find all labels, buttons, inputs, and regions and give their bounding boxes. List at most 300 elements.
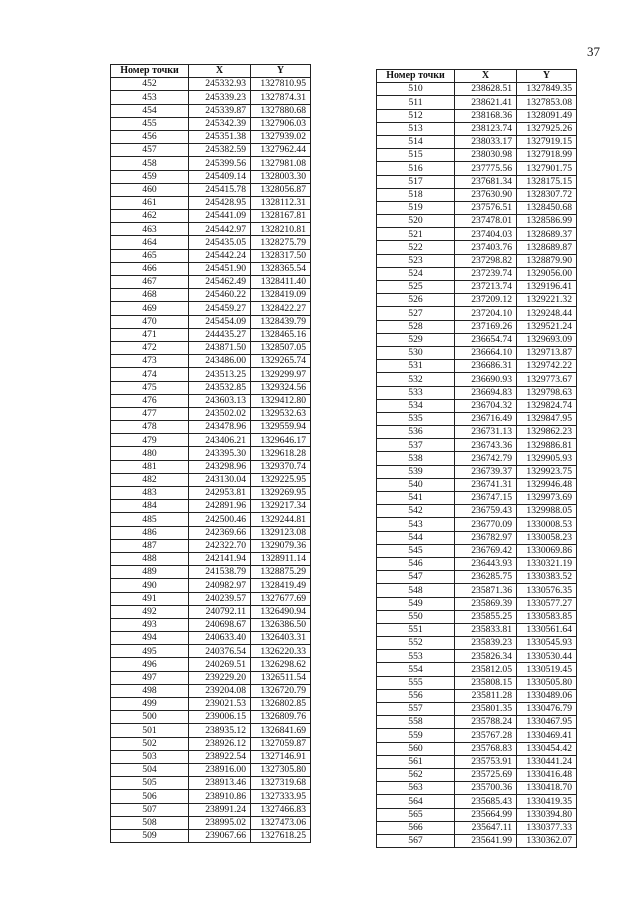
y-coordinate-cell: 1329248.44 bbox=[517, 307, 577, 320]
point-number-cell: 518 bbox=[377, 188, 455, 201]
x-coordinate-cell: 245351.38 bbox=[189, 130, 251, 143]
table-row bbox=[377, 729, 577, 742]
header-y: Y bbox=[251, 65, 311, 78]
y-coordinate-cell: 1329265.74 bbox=[251, 355, 311, 368]
table-header-row bbox=[377, 70, 577, 83]
x-coordinate-cell: 235753.91 bbox=[455, 755, 517, 768]
x-coordinate-cell: 235725.69 bbox=[455, 768, 517, 781]
x-coordinate-cell: 236759.43 bbox=[455, 505, 517, 518]
table-row bbox=[111, 487, 311, 500]
table-row bbox=[111, 276, 311, 289]
x-coordinate-cell: 238916.00 bbox=[189, 763, 251, 776]
table-row bbox=[377, 188, 577, 201]
point-number-cell: 492 bbox=[111, 605, 189, 618]
x-coordinate-cell: 235869.39 bbox=[455, 597, 517, 610]
table-row bbox=[111, 407, 311, 420]
point-number-cell: 510 bbox=[377, 83, 455, 96]
table-row bbox=[111, 658, 311, 671]
point-number-cell: 490 bbox=[111, 579, 189, 592]
y-coordinate-cell: 1327853.08 bbox=[517, 96, 577, 109]
point-number-cell: 516 bbox=[377, 162, 455, 175]
y-coordinate-cell: 1328317.50 bbox=[251, 249, 311, 262]
x-coordinate-cell: 240269.51 bbox=[189, 658, 251, 671]
y-coordinate-cell: 1328365.54 bbox=[251, 262, 311, 275]
table-row bbox=[377, 122, 577, 135]
point-number-cell: 555 bbox=[377, 676, 455, 689]
table-row bbox=[377, 426, 577, 439]
y-coordinate-cell: 1329824.74 bbox=[517, 399, 577, 412]
x-coordinate-cell: 235641.99 bbox=[455, 834, 517, 847]
point-number-cell: 526 bbox=[377, 294, 455, 307]
table-row bbox=[111, 539, 311, 552]
x-coordinate-cell: 238935.12 bbox=[189, 724, 251, 737]
y-coordinate-cell: 1330058.23 bbox=[517, 531, 577, 544]
x-coordinate-cell: 240792.11 bbox=[189, 605, 251, 618]
y-coordinate-cell: 1329532.63 bbox=[251, 407, 311, 420]
point-number-cell: 484 bbox=[111, 500, 189, 513]
point-number-cell: 561 bbox=[377, 755, 455, 768]
table-row bbox=[377, 531, 577, 544]
table-row bbox=[377, 689, 577, 702]
table-row bbox=[111, 816, 311, 829]
table-row bbox=[377, 465, 577, 478]
y-coordinate-cell: 1329521.24 bbox=[517, 320, 577, 333]
x-coordinate-cell: 243486.00 bbox=[189, 355, 251, 368]
y-coordinate-cell: 1329269.95 bbox=[251, 487, 311, 500]
y-coordinate-cell: 1329079.36 bbox=[251, 539, 311, 552]
table-row bbox=[377, 584, 577, 597]
table-row bbox=[377, 215, 577, 228]
y-coordinate-cell: 1328465.16 bbox=[251, 328, 311, 341]
table-row bbox=[377, 149, 577, 162]
x-coordinate-cell: 242322.70 bbox=[189, 539, 251, 552]
point-number-cell: 473 bbox=[111, 355, 189, 368]
table-row bbox=[111, 183, 311, 196]
x-coordinate-cell: 237204.10 bbox=[455, 307, 517, 320]
point-number-cell: 567 bbox=[377, 834, 455, 847]
x-coordinate-cell: 235647.11 bbox=[455, 821, 517, 834]
x-coordinate-cell: 235808.15 bbox=[455, 676, 517, 689]
table-row bbox=[111, 289, 311, 302]
point-number-cell: 454 bbox=[111, 104, 189, 117]
table-row bbox=[377, 795, 577, 808]
table-row bbox=[111, 341, 311, 354]
table-row bbox=[111, 513, 311, 526]
point-number-cell: 502 bbox=[111, 737, 189, 750]
y-coordinate-cell: 1329412.80 bbox=[251, 394, 311, 407]
y-coordinate-cell: 1330394.80 bbox=[517, 808, 577, 821]
x-coordinate-cell: 239204.08 bbox=[189, 684, 251, 697]
x-coordinate-cell: 240376.54 bbox=[189, 645, 251, 658]
x-coordinate-cell: 245415.78 bbox=[189, 183, 251, 196]
y-coordinate-cell: 1327962.44 bbox=[251, 144, 311, 157]
y-coordinate-cell: 1327810.95 bbox=[251, 78, 311, 91]
point-number-cell: 557 bbox=[377, 703, 455, 716]
table-row bbox=[377, 821, 577, 834]
x-coordinate-cell: 235833.81 bbox=[455, 623, 517, 636]
y-coordinate-cell: 1329225.95 bbox=[251, 473, 311, 486]
y-coordinate-cell: 1329923.75 bbox=[517, 465, 577, 478]
point-number-cell: 482 bbox=[111, 473, 189, 486]
x-coordinate-cell: 245342.39 bbox=[189, 117, 251, 130]
y-coordinate-cell: 1329244.81 bbox=[251, 513, 311, 526]
y-coordinate-cell: 1329693.09 bbox=[517, 333, 577, 346]
y-coordinate-cell: 1328419.09 bbox=[251, 289, 311, 302]
table-row bbox=[377, 637, 577, 650]
y-coordinate-cell: 1326298.62 bbox=[251, 658, 311, 671]
table-row bbox=[377, 703, 577, 716]
table-row bbox=[377, 267, 577, 280]
y-coordinate-cell: 1329056.00 bbox=[517, 267, 577, 280]
y-coordinate-cell: 1330489.06 bbox=[517, 689, 577, 702]
point-number-cell: 452 bbox=[111, 78, 189, 91]
x-coordinate-cell: 235768.83 bbox=[455, 742, 517, 755]
x-coordinate-cell: 241538.79 bbox=[189, 566, 251, 579]
y-coordinate-cell: 1330383.52 bbox=[517, 571, 577, 584]
y-coordinate-cell: 1329196.41 bbox=[517, 281, 577, 294]
coordinates-table-left bbox=[110, 64, 311, 843]
x-coordinate-cell: 236747.15 bbox=[455, 492, 517, 505]
table-row bbox=[377, 505, 577, 518]
point-number-cell: 553 bbox=[377, 650, 455, 663]
y-coordinate-cell: 1330577.27 bbox=[517, 597, 577, 610]
x-coordinate-cell: 243532.85 bbox=[189, 381, 251, 394]
x-coordinate-cell: 243406.21 bbox=[189, 434, 251, 447]
point-number-cell: 505 bbox=[111, 777, 189, 790]
table-row bbox=[377, 610, 577, 623]
table-row bbox=[377, 571, 577, 584]
x-coordinate-cell: 243513.25 bbox=[189, 368, 251, 381]
table-row bbox=[377, 597, 577, 610]
point-number-cell: 554 bbox=[377, 663, 455, 676]
x-coordinate-cell: 245339.23 bbox=[189, 91, 251, 104]
table-row bbox=[377, 650, 577, 663]
table-row bbox=[111, 196, 311, 209]
point-number-cell: 479 bbox=[111, 434, 189, 447]
y-coordinate-cell: 1330561.64 bbox=[517, 623, 577, 636]
point-number-cell: 537 bbox=[377, 439, 455, 452]
point-number-cell: 468 bbox=[111, 289, 189, 302]
y-coordinate-cell: 1329618.28 bbox=[251, 447, 311, 460]
point-number-cell: 470 bbox=[111, 315, 189, 328]
point-number-cell: 513 bbox=[377, 122, 455, 135]
point-number-cell: 496 bbox=[111, 658, 189, 671]
y-coordinate-cell: 1328450.68 bbox=[517, 201, 577, 214]
header-x: X bbox=[189, 65, 251, 78]
x-coordinate-cell: 245382.59 bbox=[189, 144, 251, 157]
table-row bbox=[111, 645, 311, 658]
y-coordinate-cell: 1329973.69 bbox=[517, 492, 577, 505]
point-number-cell: 515 bbox=[377, 149, 455, 162]
y-coordinate-cell: 1329862.23 bbox=[517, 426, 577, 439]
table-row bbox=[111, 394, 311, 407]
point-number-cell: 532 bbox=[377, 373, 455, 386]
y-coordinate-cell: 1328689.37 bbox=[517, 228, 577, 241]
x-coordinate-cell: 236743.36 bbox=[455, 439, 517, 452]
point-number-cell: 495 bbox=[111, 645, 189, 658]
point-number-cell: 564 bbox=[377, 795, 455, 808]
point-number-cell: 542 bbox=[377, 505, 455, 518]
point-number-cell: 521 bbox=[377, 228, 455, 241]
y-coordinate-cell: 1326511.54 bbox=[251, 671, 311, 684]
y-coordinate-cell: 1328911.14 bbox=[251, 552, 311, 565]
point-number-cell: 533 bbox=[377, 386, 455, 399]
table-row bbox=[111, 302, 311, 315]
table-row bbox=[377, 676, 577, 689]
table-row bbox=[111, 262, 311, 275]
y-coordinate-cell: 1330418.70 bbox=[517, 782, 577, 795]
x-coordinate-cell: 242500.46 bbox=[189, 513, 251, 526]
table-row bbox=[111, 724, 311, 737]
x-coordinate-cell: 236782.97 bbox=[455, 531, 517, 544]
point-number-cell: 524 bbox=[377, 267, 455, 280]
y-coordinate-cell: 1328419.49 bbox=[251, 579, 311, 592]
y-coordinate-cell: 1327305.80 bbox=[251, 763, 311, 776]
point-number-cell: 491 bbox=[111, 592, 189, 605]
point-number-cell: 522 bbox=[377, 241, 455, 254]
table-row bbox=[111, 434, 311, 447]
point-number-cell: 540 bbox=[377, 478, 455, 491]
table-row bbox=[111, 381, 311, 394]
table-row bbox=[377, 175, 577, 188]
y-coordinate-cell: 1330505.80 bbox=[517, 676, 577, 689]
table-row bbox=[111, 711, 311, 724]
point-number-cell: 469 bbox=[111, 302, 189, 315]
x-coordinate-cell: 245454.09 bbox=[189, 315, 251, 328]
table-row bbox=[377, 135, 577, 148]
point-number-cell: 472 bbox=[111, 341, 189, 354]
table-row bbox=[377, 162, 577, 175]
y-coordinate-cell: 1330008.53 bbox=[517, 518, 577, 531]
table-row bbox=[111, 632, 311, 645]
x-coordinate-cell: 242953.81 bbox=[189, 487, 251, 500]
table-row bbox=[377, 834, 577, 847]
x-coordinate-cell: 236741.31 bbox=[455, 478, 517, 491]
table-row bbox=[377, 360, 577, 373]
y-coordinate-cell: 1327146.91 bbox=[251, 750, 311, 763]
y-coordinate-cell: 1328875.29 bbox=[251, 566, 311, 579]
table-row bbox=[111, 249, 311, 262]
x-coordinate-cell: 245339.87 bbox=[189, 104, 251, 117]
x-coordinate-cell: 237209.12 bbox=[455, 294, 517, 307]
point-number-cell: 474 bbox=[111, 368, 189, 381]
y-coordinate-cell: 1327466.83 bbox=[251, 803, 311, 816]
table-row bbox=[111, 579, 311, 592]
point-number-cell: 493 bbox=[111, 618, 189, 631]
table-row bbox=[377, 518, 577, 531]
point-number-cell: 539 bbox=[377, 465, 455, 478]
y-coordinate-cell: 1327473.06 bbox=[251, 816, 311, 829]
table-row bbox=[111, 803, 311, 816]
point-number-cell: 530 bbox=[377, 346, 455, 359]
table-row bbox=[111, 210, 311, 223]
point-number-cell: 498 bbox=[111, 684, 189, 697]
x-coordinate-cell: 245428.95 bbox=[189, 196, 251, 209]
x-coordinate-cell: 242141.94 bbox=[189, 552, 251, 565]
x-coordinate-cell: 235664.99 bbox=[455, 808, 517, 821]
point-number-cell: 489 bbox=[111, 566, 189, 579]
y-coordinate-cell: 1327981.08 bbox=[251, 157, 311, 170]
point-number-cell: 460 bbox=[111, 183, 189, 196]
y-coordinate-cell: 1328689.87 bbox=[517, 241, 577, 254]
table-row bbox=[111, 91, 311, 104]
point-number-cell: 480 bbox=[111, 447, 189, 460]
table-row bbox=[111, 737, 311, 750]
table-row bbox=[111, 618, 311, 631]
y-coordinate-cell: 1328422.27 bbox=[251, 302, 311, 315]
y-coordinate-cell: 1329646.17 bbox=[251, 434, 311, 447]
x-coordinate-cell: 238913.46 bbox=[189, 777, 251, 790]
table-row bbox=[111, 157, 311, 170]
y-coordinate-cell: 1330454.42 bbox=[517, 742, 577, 755]
y-coordinate-cell: 1326802.85 bbox=[251, 698, 311, 711]
point-number-cell: 508 bbox=[111, 816, 189, 829]
y-coordinate-cell: 1330419.35 bbox=[517, 795, 577, 808]
x-coordinate-cell: 240982.97 bbox=[189, 579, 251, 592]
table-row bbox=[377, 544, 577, 557]
x-coordinate-cell: 236285.75 bbox=[455, 571, 517, 584]
point-number-cell: 512 bbox=[377, 109, 455, 122]
x-coordinate-cell: 236694.83 bbox=[455, 386, 517, 399]
table-row bbox=[377, 96, 577, 109]
x-coordinate-cell: 239021.53 bbox=[189, 698, 251, 711]
table-row bbox=[111, 829, 311, 842]
table-row bbox=[377, 478, 577, 491]
point-number-cell: 562 bbox=[377, 768, 455, 781]
x-coordinate-cell: 235839.23 bbox=[455, 637, 517, 650]
x-coordinate-cell: 238991.24 bbox=[189, 803, 251, 816]
x-coordinate-cell: 236704.32 bbox=[455, 399, 517, 412]
y-coordinate-cell: 1327059.87 bbox=[251, 737, 311, 750]
x-coordinate-cell: 237403.76 bbox=[455, 241, 517, 254]
table-row bbox=[377, 623, 577, 636]
x-coordinate-cell: 245442.97 bbox=[189, 223, 251, 236]
y-coordinate-cell: 1327925.26 bbox=[517, 122, 577, 135]
x-coordinate-cell: 245441.09 bbox=[189, 210, 251, 223]
y-coordinate-cell: 1328275.79 bbox=[251, 236, 311, 249]
y-coordinate-cell: 1328210.81 bbox=[251, 223, 311, 236]
point-number-cell: 485 bbox=[111, 513, 189, 526]
x-coordinate-cell: 236654.74 bbox=[455, 333, 517, 346]
table-header-row bbox=[111, 65, 311, 78]
point-number-cell: 486 bbox=[111, 526, 189, 539]
point-number-cell: 538 bbox=[377, 452, 455, 465]
y-coordinate-cell: 1330321.19 bbox=[517, 557, 577, 570]
x-coordinate-cell: 236686.31 bbox=[455, 360, 517, 373]
x-coordinate-cell: 235801.35 bbox=[455, 703, 517, 716]
point-number-cell: 458 bbox=[111, 157, 189, 170]
table-row bbox=[377, 83, 577, 96]
table-row bbox=[377, 399, 577, 412]
point-number-cell: 534 bbox=[377, 399, 455, 412]
x-coordinate-cell: 238910.86 bbox=[189, 790, 251, 803]
x-coordinate-cell: 238628.51 bbox=[455, 83, 517, 96]
point-number-cell: 520 bbox=[377, 215, 455, 228]
y-coordinate-cell: 1326220.33 bbox=[251, 645, 311, 658]
y-coordinate-cell: 1328411.40 bbox=[251, 276, 311, 289]
x-coordinate-cell: 237681.34 bbox=[455, 175, 517, 188]
coordinates-table-right bbox=[376, 69, 577, 848]
table-row bbox=[377, 346, 577, 359]
x-coordinate-cell: 237404.03 bbox=[455, 228, 517, 241]
x-coordinate-cell: 238621.41 bbox=[455, 96, 517, 109]
x-coordinate-cell: 236742.79 bbox=[455, 452, 517, 465]
y-coordinate-cell: 1329299.97 bbox=[251, 368, 311, 381]
y-coordinate-cell: 1326386.50 bbox=[251, 618, 311, 631]
y-coordinate-cell: 1329988.05 bbox=[517, 505, 577, 518]
table-row bbox=[111, 684, 311, 697]
table-row bbox=[111, 592, 311, 605]
table-row bbox=[111, 750, 311, 763]
y-coordinate-cell: 1329847.95 bbox=[517, 412, 577, 425]
y-coordinate-cell: 1328091.49 bbox=[517, 109, 577, 122]
y-coordinate-cell: 1330416.48 bbox=[517, 768, 577, 781]
x-coordinate-cell: 235811.28 bbox=[455, 689, 517, 702]
x-coordinate-cell: 243478.96 bbox=[189, 421, 251, 434]
point-number-cell: 500 bbox=[111, 711, 189, 724]
x-coordinate-cell: 236443.93 bbox=[455, 557, 517, 570]
point-number-cell: 566 bbox=[377, 821, 455, 834]
point-number-cell: 462 bbox=[111, 210, 189, 223]
point-number-cell: 548 bbox=[377, 584, 455, 597]
x-coordinate-cell: 235855.25 bbox=[455, 610, 517, 623]
table-row bbox=[377, 241, 577, 254]
table-row bbox=[111, 315, 311, 328]
point-number-cell: 455 bbox=[111, 117, 189, 130]
x-coordinate-cell: 237576.51 bbox=[455, 201, 517, 214]
point-number-cell: 552 bbox=[377, 637, 455, 650]
point-number-cell: 525 bbox=[377, 281, 455, 294]
table-row bbox=[377, 228, 577, 241]
y-coordinate-cell: 1329370.74 bbox=[251, 460, 311, 473]
table-row bbox=[111, 698, 311, 711]
point-number-cell: 477 bbox=[111, 407, 189, 420]
table-row bbox=[111, 566, 311, 579]
y-coordinate-cell: 1329713.87 bbox=[517, 346, 577, 359]
x-coordinate-cell: 236716.49 bbox=[455, 412, 517, 425]
y-coordinate-cell: 1328307.72 bbox=[517, 188, 577, 201]
y-coordinate-cell: 1326490.94 bbox=[251, 605, 311, 618]
point-number-cell: 529 bbox=[377, 333, 455, 346]
table-row bbox=[377, 557, 577, 570]
table-row bbox=[377, 281, 577, 294]
x-coordinate-cell: 239006.15 bbox=[189, 711, 251, 724]
point-number-cell: 556 bbox=[377, 689, 455, 702]
point-number-cell: 504 bbox=[111, 763, 189, 776]
point-number-cell: 546 bbox=[377, 557, 455, 570]
page-number: 37 bbox=[587, 44, 600, 59]
x-coordinate-cell: 245451.90 bbox=[189, 262, 251, 275]
y-coordinate-cell: 1327880.68 bbox=[251, 104, 311, 117]
table-row bbox=[377, 201, 577, 214]
x-coordinate-cell: 238926.12 bbox=[189, 737, 251, 750]
table-row bbox=[377, 782, 577, 795]
table-row bbox=[111, 223, 311, 236]
x-coordinate-cell: 235871.36 bbox=[455, 584, 517, 597]
table-row bbox=[111, 790, 311, 803]
table-row bbox=[377, 333, 577, 346]
y-coordinate-cell: 1329221.32 bbox=[517, 294, 577, 307]
x-coordinate-cell: 236770.09 bbox=[455, 518, 517, 531]
point-number-cell: 519 bbox=[377, 201, 455, 214]
y-coordinate-cell: 1330362.07 bbox=[517, 834, 577, 847]
x-coordinate-cell: 239229.20 bbox=[189, 671, 251, 684]
table-row bbox=[111, 236, 311, 249]
point-number-cell: 499 bbox=[111, 698, 189, 711]
y-coordinate-cell: 1329798.63 bbox=[517, 386, 577, 399]
x-coordinate-cell: 245332.93 bbox=[189, 78, 251, 91]
y-coordinate-cell: 1330441.24 bbox=[517, 755, 577, 768]
